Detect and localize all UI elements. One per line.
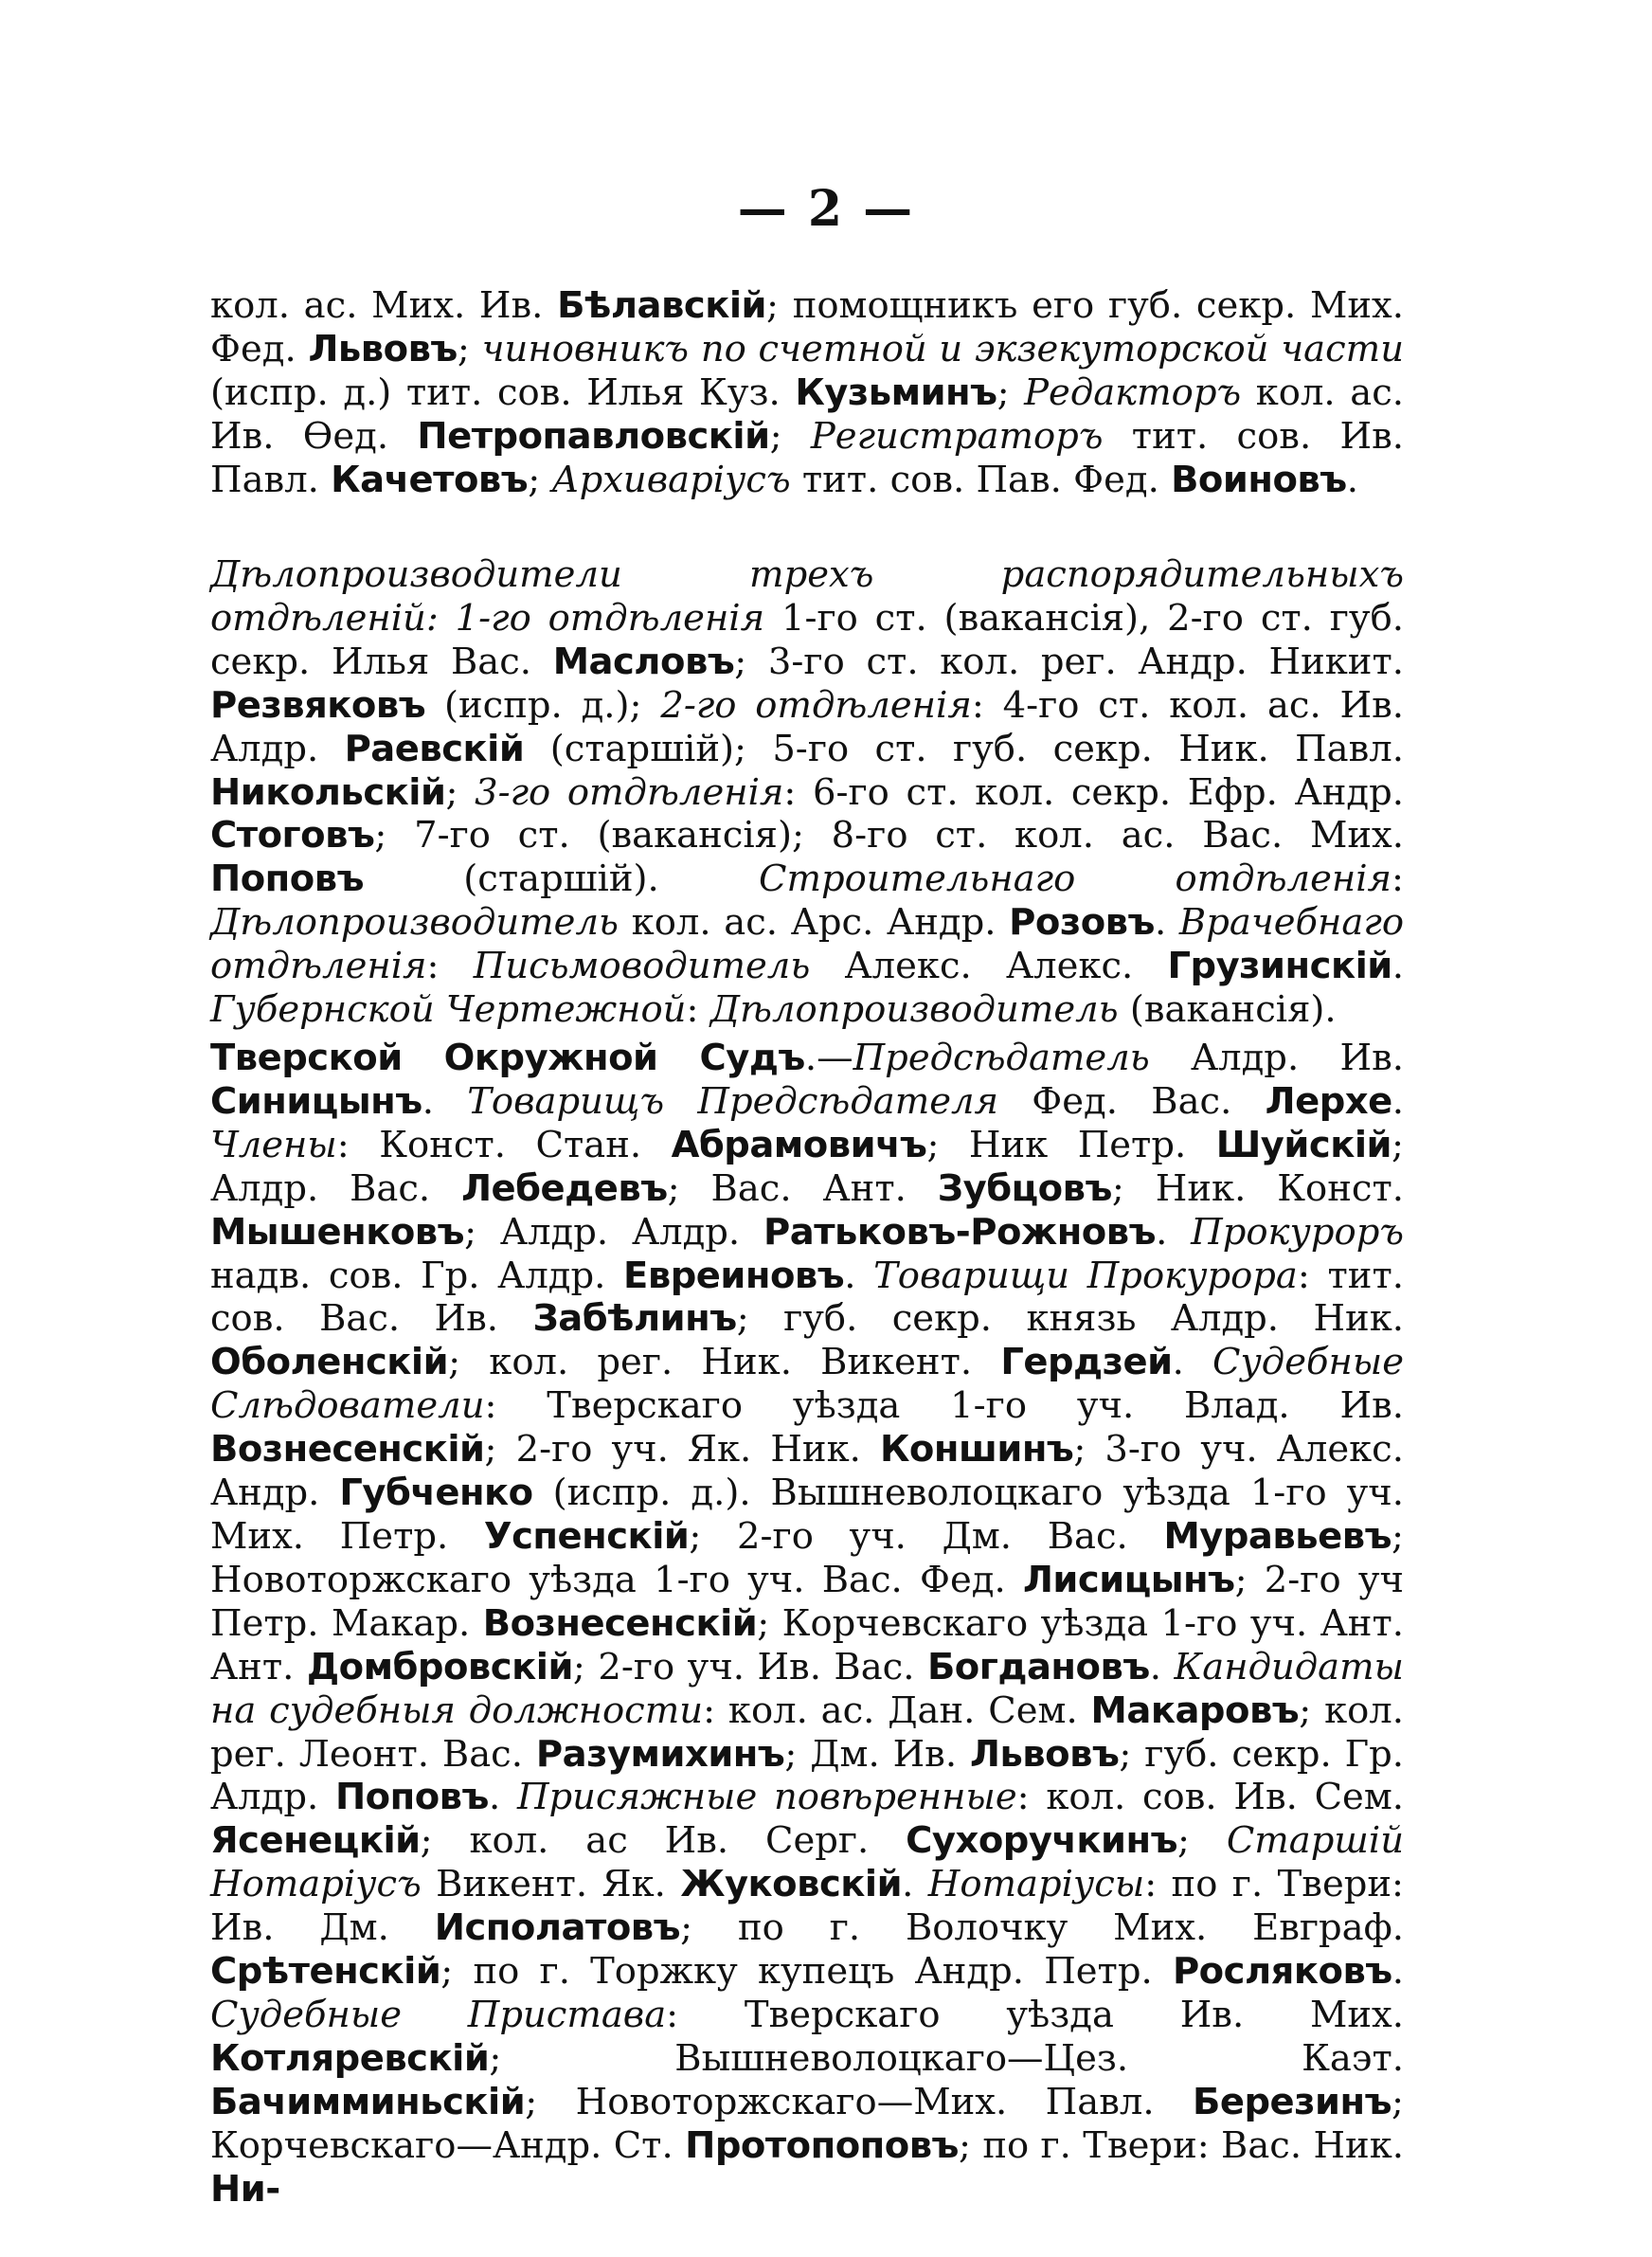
italic-title-span: Предсѣдатель bbox=[853, 1037, 1150, 1079]
plain-text-span: тит. сов. Пав. Фед. bbox=[790, 458, 1172, 501]
plain-text-span: (испр. д.) тит. сов. Илья Куз. bbox=[210, 370, 796, 414]
italic-title-span: Строительнаго отдѣленія bbox=[758, 858, 1392, 901]
italic-title-span: Члены bbox=[210, 1123, 337, 1166]
page-number: — 2 — bbox=[737, 180, 915, 238]
plain-text-span: : 6-го ст. кол. секр. Ефр. Андр. bbox=[783, 770, 1404, 814]
bold-name-span: Синицынъ bbox=[210, 1079, 422, 1123]
plain-text-span: . bbox=[422, 1079, 468, 1123]
bold-name-span: Евреиновъ bbox=[623, 1254, 845, 1297]
bold-name-span: Львовъ bbox=[969, 1732, 1120, 1776]
plain-text-span: : bbox=[686, 988, 710, 1032]
plain-text-span: ; bbox=[997, 370, 1025, 414]
bold-name-span: Жуковскій bbox=[680, 1863, 903, 1906]
plain-text-span: ; кол. рег. Ник. Викент. bbox=[448, 1341, 1001, 1384]
plain-text-span: (старшій); 5-го ст. губ. секр. Ник. Павл. bbox=[524, 727, 1404, 770]
plain-text-span: ; Дм. Ив. bbox=[784, 1732, 970, 1776]
plain-text-span: ; Корчевскаго—Андр. Ст. bbox=[210, 2080, 1404, 2167]
plain-text-span: Алекс. Алекс. bbox=[810, 945, 1168, 988]
plain-text-span: тит. сов. Ив. Павл. bbox=[210, 414, 1404, 501]
plain-text-span: (испр. д.); bbox=[425, 683, 661, 727]
plain-text-span: кол. ас. Ив. Ѳед. bbox=[210, 370, 1404, 458]
italic-title-span: Присяжные повѣренные bbox=[516, 1776, 1017, 1819]
plain-text-span: : Конст. Стан. bbox=[336, 1123, 672, 1166]
bold-name-span: Бѣлавскій bbox=[557, 284, 766, 327]
bold-name-span: Никольскій bbox=[210, 770, 446, 814]
bold-name-span: Макаровъ bbox=[1090, 1688, 1300, 1732]
bold-name-span: Срѣтенскій bbox=[210, 1950, 441, 1994]
plain-text-span: ; по г. Твери: Вас. Ник. bbox=[958, 2123, 1404, 2167]
italic-title-span: Прокуроръ bbox=[1191, 1210, 1404, 1254]
paragraph-provincial-board-staff bbox=[210, 284, 1404, 502]
plain-text-span: ; Алдр. Вас. bbox=[210, 1123, 1404, 1210]
plain-text-span: ; кол. рег. Леонт. Вас. bbox=[210, 1688, 1405, 1776]
plain-text-span: : кол. ас. Дан. Сем. bbox=[703, 1688, 1091, 1732]
italic-title-span: 1-го отдѣленія bbox=[455, 596, 765, 640]
italic-title-span: Архиваріусъ bbox=[551, 458, 791, 501]
italic-title-span: Регистраторъ bbox=[810, 414, 1104, 458]
italic-title-span: Врачебнаго отдѣленія bbox=[210, 901, 1404, 988]
plain-text-span: 1-го ст. (вакансія), 2-го ст. губ. секр. Илья Вас. bbox=[210, 596, 1404, 683]
plain-text-span: ; помощникъ его губ. секр. Мих. Фед. bbox=[210, 284, 1404, 370]
bold-name-span: Шуйскій bbox=[1215, 1123, 1392, 1166]
bold-name-span: Поповъ bbox=[210, 858, 365, 901]
plain-text-span: ; губ. секр. Гр. Алдр. bbox=[210, 1732, 1404, 1819]
plain-text-span: надв. сов. Гр. Алдр. bbox=[210, 1254, 624, 1297]
plain-text-span: : Тверскаго уѣзда Ив. Мих. bbox=[666, 1993, 1404, 2036]
plain-text-span: ; 2-го уч. Дм. Вас. bbox=[689, 1514, 1164, 1558]
italic-title-span: Нотаріусы bbox=[927, 1863, 1145, 1906]
bold-name-span: Оболенскій bbox=[210, 1341, 449, 1384]
bold-name-span: Масловъ bbox=[552, 640, 735, 683]
bold-name-span: Абрамовичъ bbox=[671, 1123, 927, 1166]
plain-text-span: . bbox=[1149, 1645, 1175, 1688]
plain-text-span: . bbox=[488, 1776, 517, 1819]
bold-name-span: Богдановъ bbox=[926, 1645, 1150, 1688]
bold-name-span: Бачимминьскій bbox=[210, 2080, 526, 2123]
plain-text-span: . bbox=[1392, 1079, 1404, 1123]
bold-name-span: Львовъ bbox=[308, 327, 458, 370]
bold-name-span: Лерхе bbox=[1265, 1079, 1392, 1123]
plain-text-span: . bbox=[1346, 458, 1358, 501]
plain-text-span: ; 2-го уч. Ив. Вас. bbox=[572, 1645, 927, 1688]
plain-text-span: : bbox=[1392, 858, 1405, 901]
bold-name-span: Зубцовъ bbox=[937, 1166, 1112, 1210]
italic-title-span: 3-го отдѣленія bbox=[475, 770, 784, 814]
italic-title-span: Дѣлопроизводители трехъ распорядительныхъ отдѣленій: bbox=[210, 553, 1404, 640]
bold-name-span: Успенскій bbox=[483, 1514, 690, 1558]
italic-title-span: Дѣлопроизводитель bbox=[709, 988, 1119, 1032]
bold-name-span: Розовъ bbox=[1009, 901, 1155, 945]
plain-text-span: ; 7-го ст. (вакансія); 8-го ст. кол. ас. Вас. Мих. bbox=[374, 814, 1404, 858]
plain-text-span: ; кол. ас Ив. Серг. bbox=[420, 1819, 907, 1863]
bold-name-span: Губченко bbox=[339, 1472, 533, 1515]
bold-name-span: Тверской Окружной Судъ bbox=[210, 1037, 805, 1079]
plain-text-span: ; губ. секр. князь Алдр. Ник. bbox=[736, 1297, 1404, 1341]
plain-text-span: Викент. Як. bbox=[421, 1863, 681, 1906]
bold-name-span: Забѣлинъ bbox=[532, 1297, 737, 1341]
italic-title-span: Товарищи Прокурора bbox=[873, 1254, 1298, 1297]
bold-name-span: Стоговъ bbox=[210, 814, 375, 858]
plain-text-span: кол. ас. Мих. Ив. bbox=[210, 284, 558, 327]
italic-title-span: Товарищъ Предсѣдателя bbox=[467, 1079, 998, 1123]
plain-text-span: : тит. сов. Вас. Ив. bbox=[210, 1254, 1405, 1341]
bold-name-span: Лисицынъ bbox=[1022, 1558, 1235, 1601]
plain-text-span: ; по г. Торжку купецъ Андр. Петр. bbox=[440, 1950, 1173, 1994]
italic-title-span: Судебные Слѣдователи bbox=[210, 1341, 1404, 1428]
plain-text-span: ; 3-го уч. Алекс. Андр. bbox=[210, 1428, 1404, 1515]
plain-text-span: ; Корчевскаго уѣзда 1-го уч. Ант. Ант. bbox=[210, 1601, 1405, 1688]
bold-name-span: Воиновъ bbox=[1171, 458, 1347, 501]
plain-text-span: ; Ник. Конст. bbox=[1111, 1166, 1404, 1210]
bold-name-span: Раевскій bbox=[344, 727, 525, 770]
bold-name-span: Березинъ bbox=[1193, 2080, 1392, 2123]
plain-text-span: . bbox=[1392, 945, 1404, 988]
bold-name-span: Коншинъ bbox=[879, 1428, 1074, 1472]
plain-text-span: ; Вас. Ант. bbox=[667, 1166, 938, 1210]
plain-text-span: кол. ас. Арс. Андр. bbox=[618, 901, 1010, 945]
italic-title-span: чиновникъ по счетной и экзекуторской части bbox=[481, 327, 1404, 370]
bold-name-span: Поповъ bbox=[334, 1776, 489, 1819]
plain-text-span: ; Ник Петр. bbox=[926, 1123, 1216, 1166]
bold-name-span: Вознесенскій bbox=[482, 1601, 758, 1645]
bold-name-span: Ратьковъ-Рожновъ bbox=[763, 1210, 1157, 1254]
bold-name-span: Котляревскій bbox=[210, 2036, 490, 2080]
bold-name-span: Грузинскій bbox=[1167, 945, 1392, 988]
plain-text-span: Фед. Вас. bbox=[998, 1079, 1266, 1123]
bold-name-span: Муравьевъ bbox=[1163, 1514, 1392, 1558]
plain-text-span: ; bbox=[457, 327, 482, 370]
plain-text-span: . bbox=[1156, 1210, 1192, 1254]
italic-title-span: 2-го отдѣленія bbox=[660, 683, 972, 727]
bold-name-span: Протопоповъ bbox=[685, 2123, 959, 2167]
bold-name-span: Резвяковъ bbox=[210, 683, 426, 727]
bold-name-span: Лебедевъ bbox=[461, 1166, 668, 1210]
plain-text-span: ; bbox=[445, 770, 476, 814]
plain-text-span: (испр. д.). Вышневолоцкаго уѣзда 1-го уч. Мих. Петр. bbox=[210, 1472, 1404, 1558]
bold-name-span: Вознесенскій bbox=[210, 1428, 485, 1472]
plain-text-span: ; bbox=[769, 414, 811, 458]
plain-text-span: ; по г. Волочку Мих. Евграф. bbox=[680, 1906, 1405, 1950]
bold-name-span: Разумихинъ bbox=[535, 1732, 785, 1776]
italic-title-span: Кандидаты на судебныя должности bbox=[210, 1645, 1404, 1732]
plain-text-span: ; bbox=[1177, 1819, 1227, 1863]
plain-text-span: ; 2-го уч. Як. Ник. bbox=[484, 1428, 880, 1472]
bold-name-span: Ни- bbox=[210, 2167, 280, 2211]
bold-name-span: Мышенковъ bbox=[210, 1210, 465, 1254]
italic-title-span: Дѣлопроизводитель bbox=[210, 901, 619, 945]
paragraph-department-clerks bbox=[210, 553, 1404, 1032]
plain-text-span: ; Алдр. Алдр. bbox=[464, 1210, 764, 1254]
plain-text-span: : кол. сов. Ив. Сем. bbox=[1016, 1776, 1404, 1819]
bold-name-span: Гердзей bbox=[1000, 1341, 1173, 1384]
italic-title-span: Старшій Нотаріусъ bbox=[210, 1819, 1404, 1906]
plain-text-span: . bbox=[1392, 1950, 1404, 1994]
plain-text-span: . bbox=[1154, 901, 1179, 945]
bold-name-span: Домбровскій bbox=[306, 1645, 573, 1688]
plain-text-span: ; 3-го ст. кол. рег. Андр. Никит. bbox=[734, 640, 1404, 683]
paragraph-tver-district-court bbox=[210, 1037, 1404, 2211]
italic-title-span: Судебные Пристава bbox=[210, 1993, 667, 2036]
plain-text-span: ; 2-го уч Петр. Макар. bbox=[210, 1558, 1404, 1645]
plain-text-span: . bbox=[902, 1863, 928, 1906]
plain-text-span: . bbox=[1172, 1341, 1212, 1384]
plain-text-span: ; Вышневолоцкаго—Цез. Каэт. bbox=[489, 2036, 1404, 2080]
bold-name-span: Петропавловскій bbox=[417, 414, 770, 458]
italic-title-span: Редакторъ bbox=[1024, 370, 1242, 414]
plain-text-span: ; Новоторжскаго—Мих. Павл. bbox=[525, 2080, 1193, 2123]
italic-title-span: Губернской Чертежной bbox=[210, 988, 687, 1032]
plain-text-span: .— bbox=[804, 1037, 853, 1079]
bold-name-span: Сухоручкинъ bbox=[906, 1819, 1177, 1863]
plain-text-span: (вакансія). bbox=[1118, 988, 1337, 1032]
plain-text-span: : по г. Твери: Ив. Дм. bbox=[210, 1863, 1404, 1950]
bold-name-span: Качетовъ bbox=[331, 458, 529, 501]
plain-text-span: Алдр. Ив. bbox=[1149, 1037, 1404, 1079]
plain-text-span: : 4-го ст. кол. ас. Ив. Алдр. bbox=[210, 683, 1405, 770]
plain-text-span bbox=[439, 597, 456, 640]
italic-title-span: Письмоводитель bbox=[473, 945, 811, 988]
bold-name-span: Исполатовъ bbox=[434, 1906, 681, 1950]
plain-text-span: : bbox=[426, 945, 474, 988]
plain-text-span: : Тверскаго уѣзда 1-го уч. Влад. Ив. bbox=[484, 1384, 1404, 1428]
bold-name-span: Ясенецкій bbox=[210, 1819, 421, 1863]
bold-name-span: Росляковъ bbox=[1172, 1950, 1392, 1994]
plain-text-span: ; Новоторжскаго уѣзда 1-го уч. Вас. Фед. bbox=[210, 1514, 1404, 1601]
plain-text-span: (старшій). bbox=[364, 858, 759, 901]
plain-text-span: ; bbox=[528, 458, 552, 501]
plain-text-span: . bbox=[844, 1254, 874, 1297]
bold-name-span: Кузьминъ bbox=[795, 370, 997, 414]
